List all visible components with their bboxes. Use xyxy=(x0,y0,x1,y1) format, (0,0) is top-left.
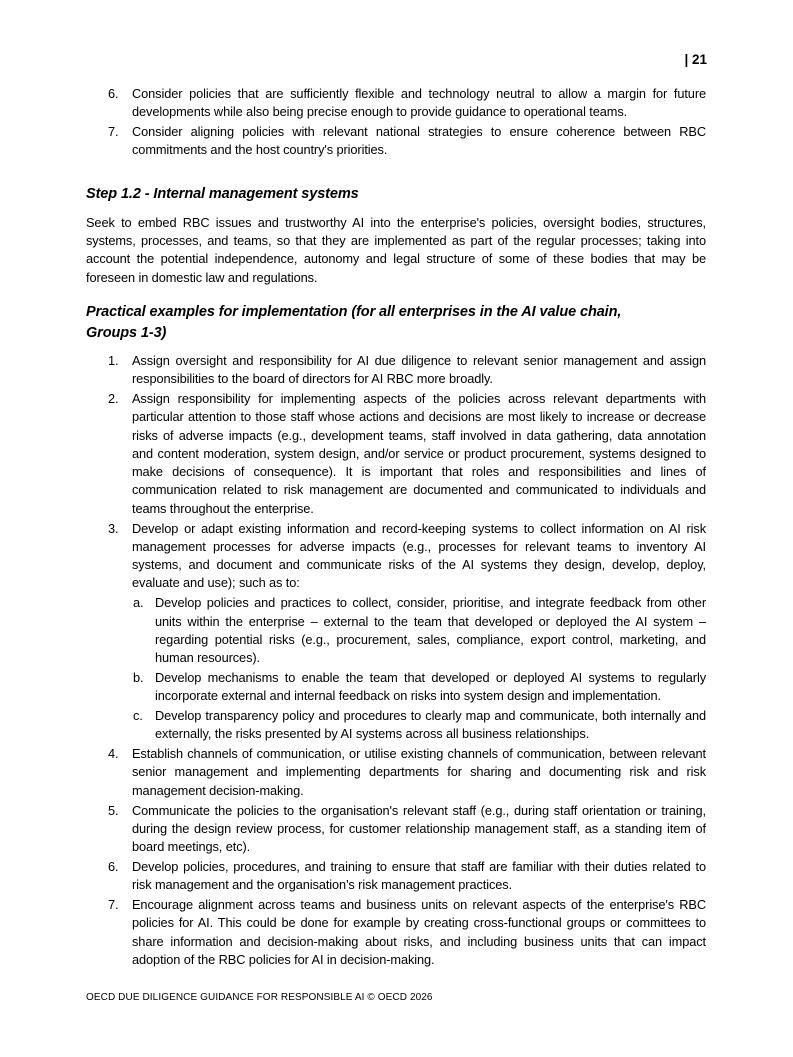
sub-list-item-text: Develop transparency policy and procedures to clearly map and communicate, both internally and externally, the risks presented by AI systems across all business relationships. xyxy=(155,708,706,742)
list-item-2 xyxy=(86,390,706,518)
list-item-marker: 4. xyxy=(108,746,119,762)
list-item-text: Develop policies, procedures, and training to ensure that staff are familiar with their duties related to risk management and the organisation's risk management practices. xyxy=(132,858,706,893)
heading-line-1: Practical examples for implementation (for all enterprises in the AI value chain, xyxy=(86,303,622,320)
intro-numbered-list xyxy=(86,85,706,160)
sub-list-item-marker: b. xyxy=(133,669,144,685)
list-item-text: Communicate the policies to the organisation's relevant staff (e.g., during staff orientation or training, during the design review process, for customer relationship management staff, as a standing item of board meetings, etc). xyxy=(132,802,706,855)
list-item-5 xyxy=(86,802,706,857)
list-item-marker: 2. xyxy=(108,390,119,406)
list-item-text: Develop or adapt existing information and record-keeping systems to collect information on AI risk management processes for adverse impacts (e.g., processes for relevant teams to inventory AI systems, and document and communicate risks of the AI systems they design, develop, deploy, evaluate and use); such as to: xyxy=(132,520,706,591)
page-content xyxy=(86,85,706,971)
list-item-3 xyxy=(86,520,706,593)
list-item-4 xyxy=(86,745,706,800)
list-item-marker: 6. xyxy=(108,86,119,101)
list-item-text: Assign responsibility for implementing aspects of the policies across relevant departments with particular attention to those staff whose actions and decisions are most likely to increase or decrease risks of adverse impacts (e.g., development teams, staff involved in data gathering, data annotation and content moderation, system design, and/or service or product procurement, systems designed to make decisions of consequence). It is important that roles and responsibilities and lines of communication related to risk management are documented and communicated to individuals and teams throughout the enterprise. xyxy=(132,390,706,516)
list-item-7 xyxy=(86,123,706,160)
list-item-text: Consider aligning policies with relevant national strategies to ensure coherence between RBC commitments and the host country's priorities. xyxy=(132,124,706,158)
list-item-marker: 6. xyxy=(108,858,119,874)
list-item-6b xyxy=(86,858,706,895)
list-item-marker: 1. xyxy=(108,352,119,368)
list-item-marker: 7. xyxy=(108,124,119,140)
list-item-1 xyxy=(86,352,706,389)
heading-line-2: Groups 1-3) xyxy=(86,324,167,341)
page-number: | 21 xyxy=(684,52,707,67)
sub-list-item-a xyxy=(86,594,706,667)
list-item-text: Assign oversight and responsibility for AI due diligence to relevant senior management and assign responsibilities to the board of directors for AI RBC more broadly. xyxy=(132,352,706,387)
sub-list-item-marker: a. xyxy=(133,595,144,611)
sub-list-item-marker: c. xyxy=(133,708,143,724)
list-item-marker: 5. xyxy=(108,802,119,818)
list-item-7b xyxy=(86,896,706,969)
sub-list-item-b xyxy=(86,669,706,706)
list-item-text: Establish channels of communication, or utilise existing channels of communication, between relevant senior management and implementing departments for sharing and documenting risk and risk management decision-making. xyxy=(132,746,706,798)
section-heading-step-1-2: Step 1.2 - Internal management systems xyxy=(86,185,359,202)
list-item-marker: 7. xyxy=(108,896,119,912)
page-footer: OECD DUE DILIGENCE GUIDANCE FOR RESPONSIBLE AI © OECD 2026 xyxy=(86,992,433,1003)
sub-list-item-text: Develop mechanisms to enable the team that developed or deployed AI systems to regularly incorporate external and internal feedback on risks into system design and implementation. xyxy=(155,669,706,704)
step-paragraph: Seek to embed RBC issues and trustworthy AI into the enterprise's policies, oversight bodies, structures, systems, processes, and teams, so that they are implemented as part of the regular processes; taking into account the potential independence, autonomy and legal structure of some of these bodies that may be foreseen in domestic law and regulations. xyxy=(86,214,706,285)
list-item-6 xyxy=(86,85,706,122)
sub-list-item-text: Develop policies and practices to collect, consider, prioritise, and integrate feedback from other units within the enterprise – external to the team that developed or deployed the AI system – regarding potential risks (e.g., procurement, sales, compliance, export control, marketing, and human resources). xyxy=(155,595,706,666)
sub-list-item-c xyxy=(86,707,706,744)
examples-numbered-list xyxy=(86,352,706,969)
list-item-text: Consider policies that are sufficiently flexible and technology neutral to allow a margin for future developments while also being precise enough to provide guidance to operational teams. xyxy=(132,86,706,120)
section-heading-practical-examples xyxy=(86,302,706,344)
list-item-text: Encourage alignment across teams and business units on relevant aspects of the enterprise's RBC policies for AI. This could be done for example by creating cross-functional groups or committees to share information and decision-making about risks, and including business units that can impact adoption of the RBC policies for AI in decision-making. xyxy=(132,896,706,967)
list-item-marker: 3. xyxy=(108,520,119,536)
